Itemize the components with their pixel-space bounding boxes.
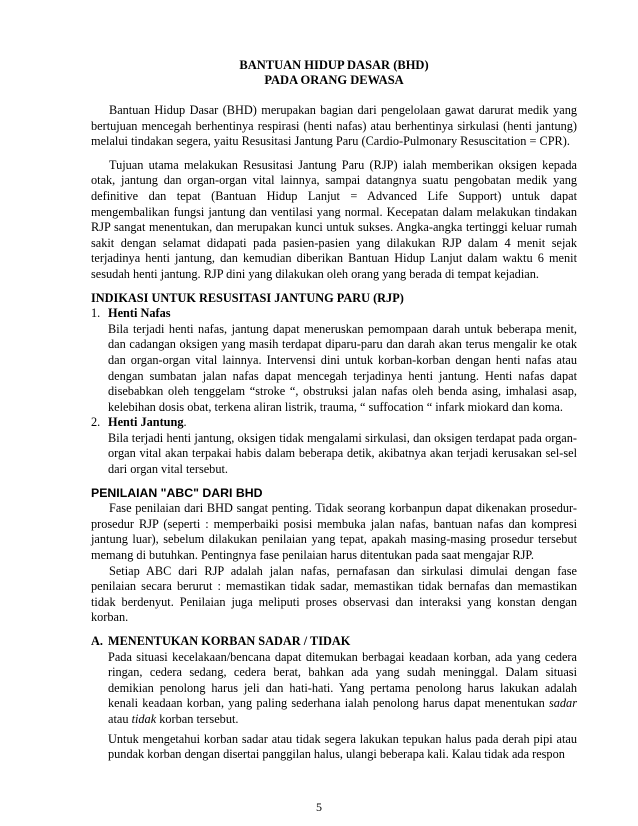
indikasi-item-henti-jantung bbox=[91, 415, 577, 477]
item-heading: Henti Nafas bbox=[108, 306, 171, 321]
item-body: Bila terjadi henti nafas, jantung dapat meneruskan pemompaan darah untuk beberapa menit, dan cadangan oksigen yang masih terdapat diparu-paru dan darah akan terus mengalir ke otak dan organ-organ vital lainnya. Intervensi dini untuk korban-korban dengan henti nafas atau dengan sumbatan jalan nafas dapat mencegah terjadinya henti jantung. Henti nafas dapat disebabkan oleh tenggelam “stroke “, obstruksi jalan nafas oleh benda asing, imhalasi asap, kelebihan dosis obat, terkena aliran listrik, trauma, “ suffocation “ infark miokard dan koma. bbox=[108, 321, 577, 414]
indikasi-heading: INDIKASI UNTUK RESUSITASI JANTUNG PARU (RJP) bbox=[91, 290, 404, 305]
item-number: 2. bbox=[91, 415, 101, 430]
page-number: 5 bbox=[316, 800, 322, 814]
document-page bbox=[91, 58, 577, 763]
intro-paragraph-1: Bantuan Hidup Dasar (BHD) merupakan bagian dari pengelolaan gawat darurat medik yang bertujuan mencegah berhentinya respirasi (henti nafas) atau berhentinya sirkulasi (henti jantung) melalui tindakan segera, yaitu Resusitasi Jantung Paru (Cardio-Pulmonary Resuscitation = CPR). bbox=[91, 103, 577, 149]
section-a-letter: A. bbox=[91, 634, 103, 648]
penilaian-paragraph-2: Setiap ABC dari RJP adalah jalan nafas, pernafasan dan sirkulasi dimulai dengan fase penilaian secara berurut : memastikan tidak sadar, memastikan tidak bernafas dan memastikan tidak berdenyut. Penilaian juga meliputi proses observasi dan interaksi yang konstan dengan korban. bbox=[91, 563, 577, 625]
section-a-paragraph-2: Untuk mengetahui korban sadar atau tidak segera lakukan tepukan halus pada derah pipi atau pundak korban dengan disertai panggilan halus, ulangi beberapa kali. Kalau tidak ada respon bbox=[108, 731, 577, 762]
item-heading: Henti Jantung bbox=[108, 415, 184, 430]
item-body: Bila terjadi henti jantung, oksigen tidak mengalami sirkulasi, dan oksigen terdapat pada organ-organ vital akan terpakai habis dalam beberapa detik, akibatnya akan terjadi kerusakan sel-sel dari organ vital tersebut. bbox=[108, 430, 577, 477]
intro-paragraph-2: Tujuan utama melakukan Resusitasi Jantung Paru (RJP) ialah memberikan oksigen kepada otak, jantung dan organ-organ vital lainnya, sampai datangnya suatu pengobatan medik yang definitive dan tepat (Bantuan Hidup Lanjut = Advanced Life Support) untuk dapat mengembalikan fungsi jantung dan ventilasi yang normal. Kecepatan dalam melakukan tindakan RJP sangat menentukan, dan merupakan kunci untuk sukses. Angka-angka tertinggi keluar rumah sakit dengan selamat didapati pada pasien-pasien yang dilakukan RJP dalam 4 menit sejak terjadinya henti jantung, dan kemudian diberikan Bantuan Hidup Lanjut dalam waktu 6 menit sesudah henti jantung. RJP dini yang dilakukan oleh orang yang berada di tempat kejadian. bbox=[91, 157, 577, 281]
item-heading-period: . bbox=[183, 415, 187, 430]
indikasi-list bbox=[91, 306, 577, 478]
section-a bbox=[91, 634, 577, 763]
item-number: 1. bbox=[91, 306, 101, 321]
emphasis-sadar: sadar bbox=[548, 696, 577, 711]
section-a-paragraph-1: Pada situasi kecelakaan/bencana dapat ditemukan berbagai keadaan korban, ada yang cedera ringan, cedera sedang, cedera berat, bahkan ada yang sudah meninggal. Dalam situasi demikian penolong harus jeli dan hati-hati. Yang pertama penolong harus lakukan adalah kenali keadaan korban, yang paling sederhana ialah penolong harus dapat menentukan sadar atau tidak korban tersebut. bbox=[108, 649, 577, 726]
penilaian-paragraph-1: Fase penilaian dari BHD sangat penting. Tidak seorang korbanpun dapat dikenakan prosedur-prosedur RJP (seperti : memperbaiki posisi membuka jalan nafas, bantuan nafas dan kompresi jantung luar), sebelum dilakukan penilaian yang tepat, apakah masing-masing prosedur tersebut memang di butuhkan. Pentingnya fase penilaian harus ditentukan pada saat mengajar RJP. bbox=[91, 501, 577, 563]
document-title bbox=[91, 58, 577, 88]
penilaian-heading: PENILAIAN "ABC" DARI BHD bbox=[91, 485, 263, 500]
section-a-heading: MENENTUKAN KORBAN SADAR / TIDAK bbox=[108, 634, 351, 648]
indikasi-item-henti-nafas bbox=[91, 306, 577, 415]
title-line-2: PADA ORANG DEWASA bbox=[264, 73, 404, 87]
title-line-1: BANTUAN HIDUP DASAR (BHD) bbox=[239, 58, 429, 72]
emphasis-tidak: tidak bbox=[131, 711, 157, 726]
